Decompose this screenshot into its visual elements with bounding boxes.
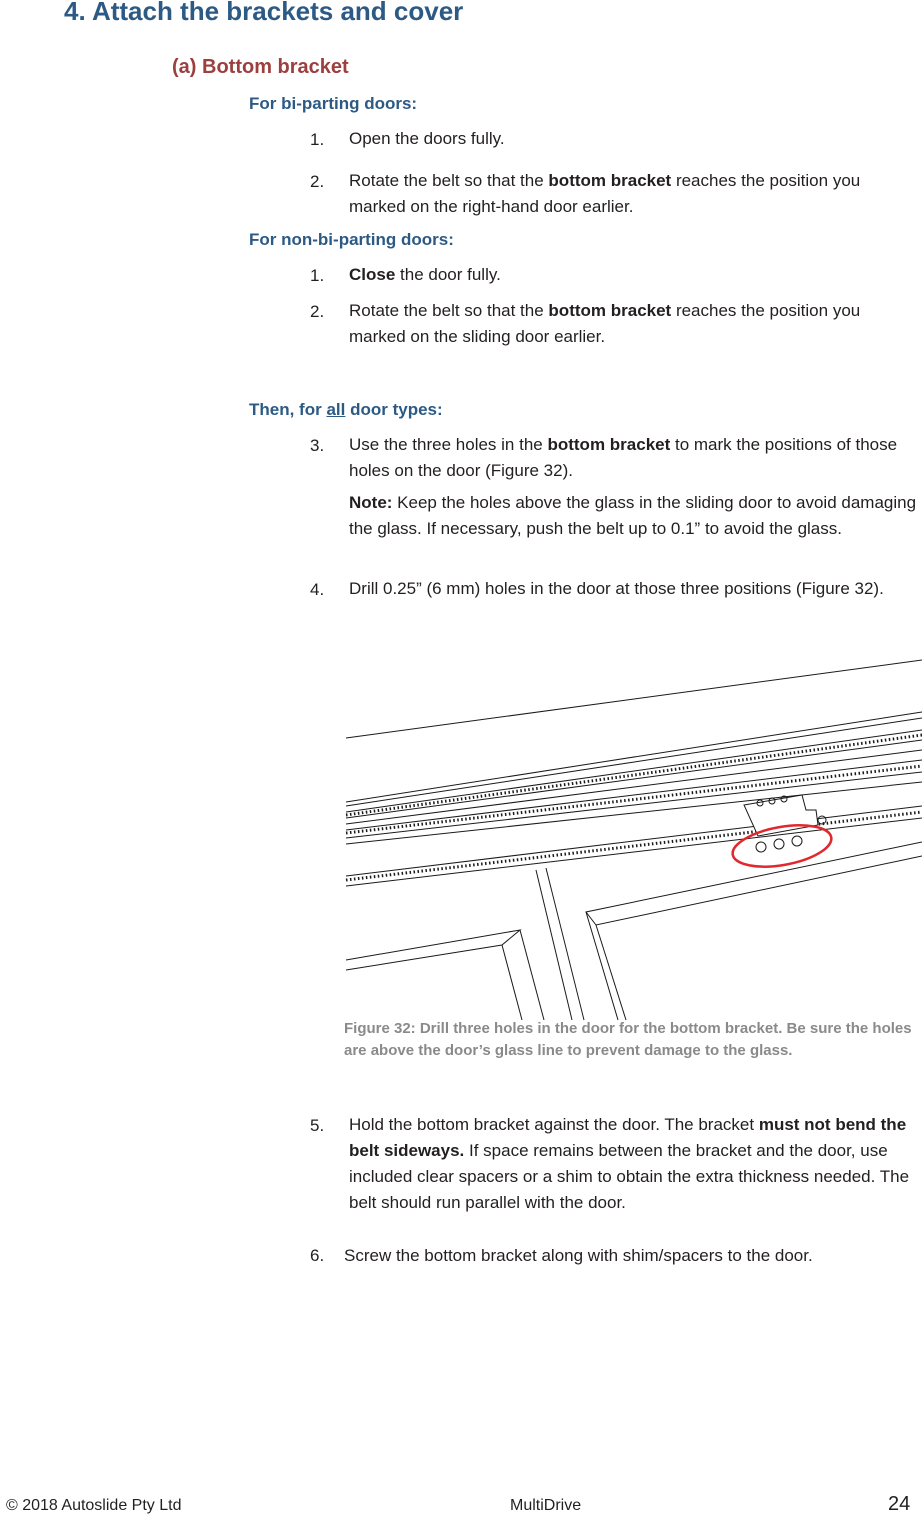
belt-teeth <box>346 812 922 880</box>
step-number: 1. <box>310 130 325 149</box>
glass-frame-line <box>502 945 522 1020</box>
drill-hole <box>792 836 802 846</box>
step-number: 4. <box>310 580 325 599</box>
step-number: 2. <box>310 172 325 191</box>
header-line <box>346 660 922 738</box>
glass-frame-right <box>586 842 922 925</box>
glass-frame-line <box>520 930 544 1020</box>
biparting-heading: For bi-parting doors: <box>249 94 418 113</box>
step-text: Use the three holes in the bottom bracket to mark the positions of those holes on the door (Figure 32). <box>349 435 898 480</box>
nonbiparting-heading: For non-bi-parting doors: <box>249 230 454 249</box>
step-text: Drill 0.25” (6 mm) holes in the door at those three positions (Figure 32). <box>349 579 884 598</box>
rail-line <box>346 718 922 806</box>
page-number: 24 <box>888 1493 911 1515</box>
step-text: Rotate the belt so that the bottom bracket reaches the position you marked on the right-hand door earlier. <box>349 171 861 216</box>
step-number: 2. <box>310 302 325 321</box>
figure-caption: Figure 32: Drill three holes in the door for the bottom bracket. Be sure the holes are above the door’s glass line to prevent damage to the glass. <box>344 1020 912 1059</box>
step-number: 3. <box>310 436 325 455</box>
stile-line <box>546 868 584 1020</box>
rail-line <box>346 712 922 802</box>
bracket-screw <box>818 816 826 824</box>
step-text: Rotate the belt so that the bottom bracket reaches the position you marked on the sliding door earlier. <box>349 301 861 346</box>
step-text: Hold the bottom bracket against the door. The bracket must not bend the belt sideways. If space remains between the bracket and the door, use included clear spacers or a shim to obtain the extra thickness needed. The belt should run parallel with the door. <box>349 1115 910 1212</box>
glass-frame-line <box>596 925 626 1020</box>
note: Note: Keep the holes above the glass in the sliding door to avoid damaging the glass. If necessary, push the belt up to 0.1” to avoid the glass. <box>349 493 917 538</box>
footer-copyright: © 2018 Autoslide Pty Ltd <box>6 1497 182 1514</box>
step-number: 5. <box>310 1116 325 1135</box>
drill-hole <box>774 839 784 849</box>
step-text: Screw the bottom bracket along with shim/spacers to the door. <box>344 1246 813 1265</box>
step-number: 1. <box>310 266 325 285</box>
glass-frame-left <box>346 930 520 970</box>
step-text: Close the door fully. <box>349 265 501 284</box>
step-number: 6. <box>310 1246 325 1265</box>
all-types-heading: Then, for all door types: <box>249 400 443 419</box>
drill-hole <box>756 842 766 852</box>
step-text: Open the doors fully. <box>349 129 505 148</box>
section-title: 4. Attach the brackets and cover <box>64 0 464 26</box>
bottom-bracket <box>744 795 818 836</box>
stile-line <box>536 870 572 1020</box>
subsection-title: (a) Bottom bracket <box>172 56 349 78</box>
door-bracket-figure <box>340 640 922 1025</box>
footer-product: MultiDrive <box>510 1497 582 1514</box>
rail-line <box>346 740 922 818</box>
door-top-line <box>346 806 922 876</box>
drill-hole-highlight <box>729 819 834 874</box>
glass-frame-line <box>586 912 618 1020</box>
